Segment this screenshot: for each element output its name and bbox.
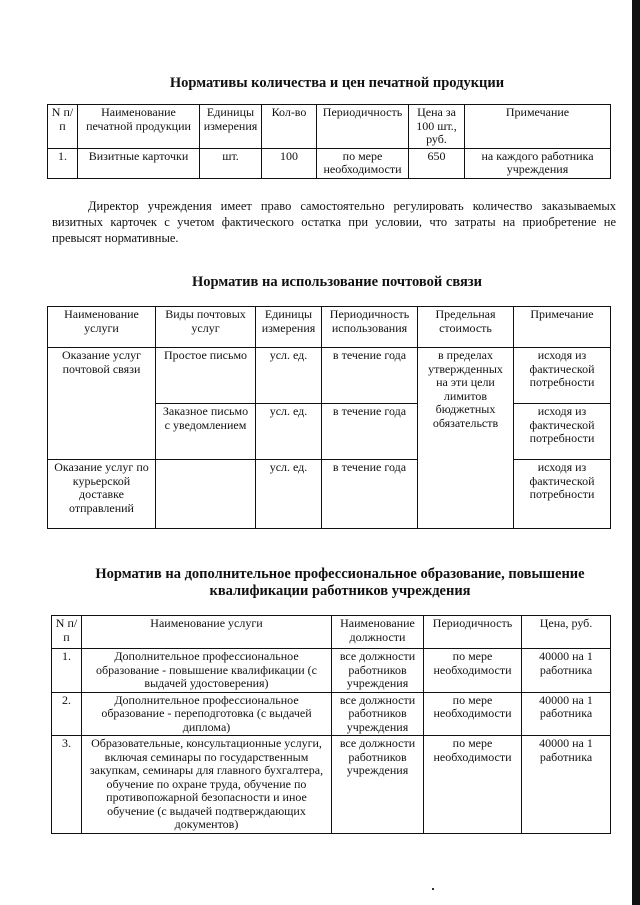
period-cell: по мере необходимости (424, 649, 522, 693)
note-cell: исходя из фактической потребности (514, 404, 611, 460)
period-cell: в течение года (322, 348, 418, 404)
table-header-row (48, 105, 611, 149)
period-cell: по мере необходимости (424, 692, 522, 736)
header-cell: Наименование печатной продукции (78, 105, 200, 149)
position-cell: все должности работников учреждения (332, 649, 424, 693)
header-cell: Наименование услуги (48, 307, 156, 348)
education-title (62, 566, 618, 600)
note-cell: исходя из фактической потребности (514, 348, 611, 404)
education-table (51, 615, 611, 834)
header-cell: Цена за 100 шт., руб. (409, 105, 465, 149)
header-cell: Предельная стоимость (418, 307, 514, 348)
table-row (48, 148, 611, 178)
header-cell: Единицы измерения (256, 307, 322, 348)
note-cell: исходя из фактической потребности (514, 460, 611, 529)
header-cell: Примечание (514, 307, 611, 348)
period-cell: по мере необходимости (424, 736, 522, 834)
service-name: Дополнительное профессиональное образование - переподготовка (с выдачей диплома) (82, 692, 332, 736)
unit-cell: усл. ед. (256, 348, 322, 404)
service-name: Оказание услуг почтовой связи (48, 348, 156, 460)
period-cell: в течение года (322, 404, 418, 460)
price-cell: 40000 на 1 работника (522, 649, 611, 693)
header-cell: Примечание (465, 105, 611, 149)
education-title-line1: Норматив на дополнительное профессиональное образование, повышение (95, 566, 585, 582)
unit-cell: шт. (200, 148, 262, 178)
header-cell: Периодичность (317, 105, 409, 149)
printing-table (47, 104, 611, 179)
education-title-line2: квалификации работников учреждения (209, 583, 471, 599)
position-cell: все должности работников учреждения (332, 692, 424, 736)
table-row (52, 692, 611, 736)
header-cell: Виды почтовых услуг (156, 307, 256, 348)
price-cell: 650 (409, 148, 465, 178)
service-name: Образовательные, консультационные услуги, включая семинары по государственным закупкам, семинары для главного бухгалтера, обучение по охране труда, обучение по противопожарной безопасности и иное обучение (с выдачей подтверждающих документов) (82, 736, 332, 834)
header-cell: Наименование должности (332, 616, 424, 649)
scan-speck (432, 888, 434, 890)
unit-cell: усл. ед. (256, 404, 322, 460)
postal-kind: Заказное письмо с уведомлением (156, 404, 256, 460)
header-cell: N п/п (52, 616, 82, 649)
price-cell: 40000 на 1 работника (522, 736, 611, 834)
limit-cell: в пределах утвержденных на эти цели лимитов бюджетных обязательств (418, 348, 514, 529)
table-row (48, 348, 611, 404)
service-name: Дополнительное профессиональное образование - повышение квалификации (с выдачей удостоверения) (82, 649, 332, 693)
header-cell: Цена, руб. (522, 616, 611, 649)
quantity-cell: 100 (262, 148, 317, 178)
unit-cell: усл. ед. (256, 460, 322, 529)
product-name: Визитные карточки (78, 148, 200, 178)
row-number: 1. (52, 649, 82, 693)
position-cell: все должности работников учреждения (332, 736, 424, 834)
table-header-row (52, 616, 611, 649)
header-cell: Периодичность (424, 616, 522, 649)
header-cell: Наименование услуги (82, 616, 332, 649)
director-paragraph: Директор учреждения имеет право самостоятельно регулировать количество заказываемых визитных карточек с учетом фактического остатка при условии, что затраты на приобретение не превысят нормативные. (52, 199, 616, 245)
row-number: 3. (52, 736, 82, 834)
postal-table (47, 306, 611, 529)
postal-title: Норматив на использование почтовой связи (192, 274, 482, 290)
header-cell: Кол-во (262, 105, 317, 149)
scan-edge (632, 0, 640, 905)
header-cell: Периодичность использования (322, 307, 418, 348)
table-header-row (48, 307, 611, 348)
note-cell: на каждого работника учреждения (465, 148, 611, 178)
price-cell: 40000 на 1 работника (522, 692, 611, 736)
postal-kind (156, 460, 256, 529)
table-row (48, 460, 611, 529)
printing-title: Нормативы количества и цен печатной продукции (169, 75, 505, 91)
table-row (52, 649, 611, 693)
header-cell: Единицы измерения (200, 105, 262, 149)
header-cell: N п/п (48, 105, 78, 149)
service-name: Оказание услуг по курьерской доставке отправлений (48, 460, 156, 529)
table-row (52, 736, 611, 834)
period-cell: в течение года (322, 460, 418, 529)
row-number: 1. (48, 148, 78, 178)
period-cell: по мере необходимости (317, 148, 409, 178)
postal-kind: Простое письмо (156, 348, 256, 404)
row-number: 2. (52, 692, 82, 736)
